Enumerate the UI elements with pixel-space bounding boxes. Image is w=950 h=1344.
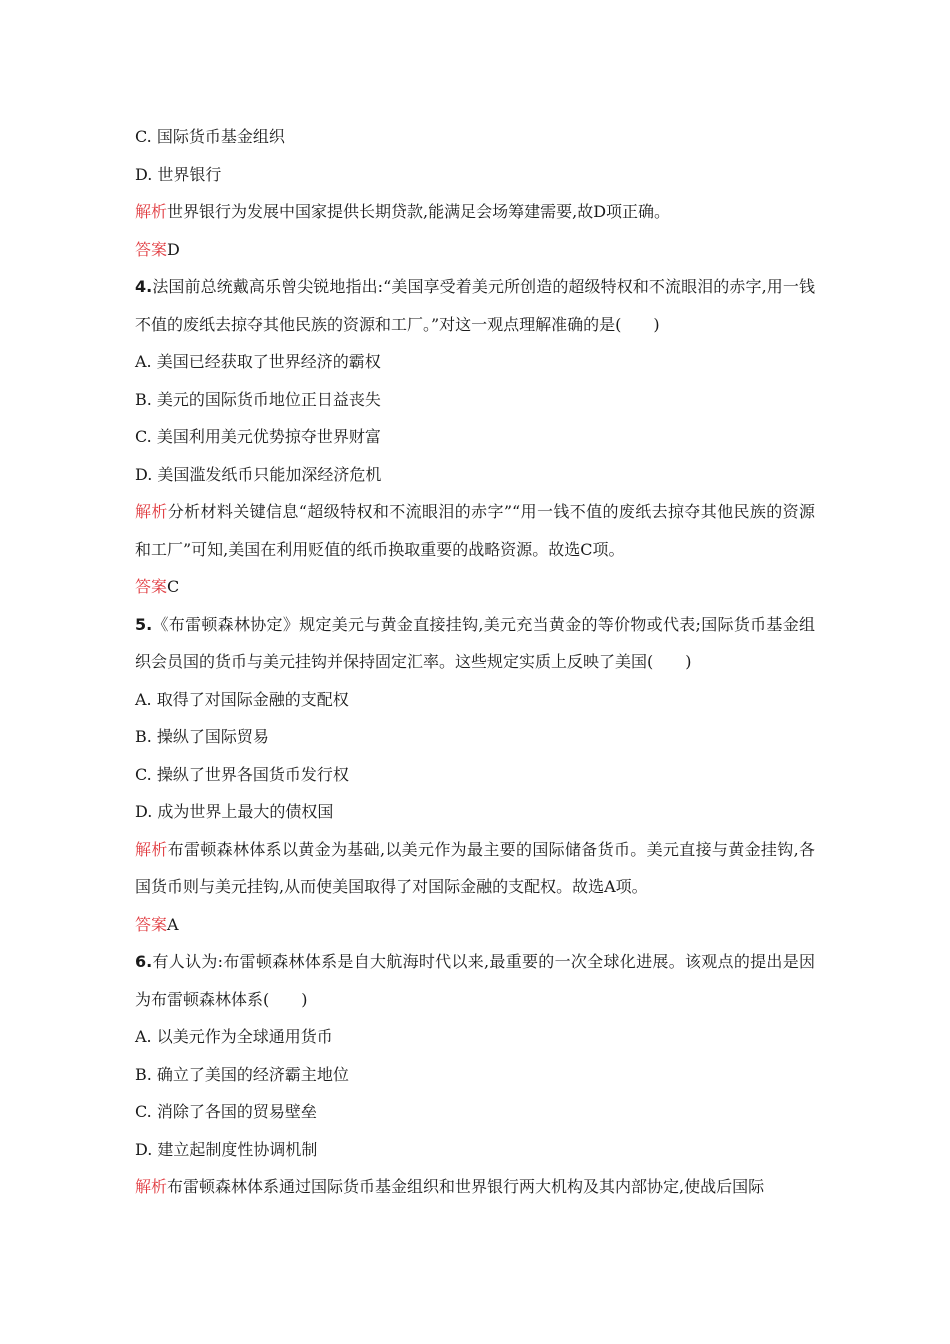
analysis-label: 解析	[135, 502, 168, 521]
answer-value: C	[167, 577, 180, 596]
q5-option-b: B. 操纵了国际贸易	[135, 727, 269, 746]
question-stem-text: 有人认为:布雷顿森林体系是自大航海时代以来,最重要的一次全球化进展。该观点的提出是因为布雷顿森林体系( )	[135, 952, 815, 1009]
q6-analysis	[135, 1168, 815, 1206]
analysis-text: 世界银行为发展中国家提供长期贷款,能满足会场筹建需要,故D项正确。	[167, 202, 671, 221]
answer-value: D	[167, 239, 180, 259]
question-number: 5.	[135, 614, 153, 634]
q5-stem	[135, 606, 815, 681]
question-number: 4.	[135, 277, 153, 296]
q5-option-c: C. 操纵了世界各国货币发行权	[135, 764, 349, 784]
q3-answer	[135, 231, 815, 269]
analysis-label: 解析	[135, 839, 168, 859]
analysis-text: 布雷顿森林体系通过国际货币基金组织和世界银行两大机构及其内部协定,使战后国际	[167, 1177, 765, 1196]
q6-option-c: C. 消除了各国的贸易壁垒	[135, 1102, 317, 1121]
q4-option-a: A. 美国已经获取了世界经济的霸权	[135, 352, 381, 371]
q4-option-d: D. 美国滥发纸币只能加深经济危机	[135, 464, 382, 484]
answer-label: 答案	[135, 239, 168, 259]
q3-analysis	[135, 193, 815, 231]
q6-stem	[135, 943, 815, 1018]
answer-label: 答案	[135, 914, 168, 934]
analysis-text: 分析材料关键信息“超级特权和不流眼泪的赤字”“用一钱不值的废纸去掠夺其他民族的资源和工厂”可知,美国在利用贬值的纸币换取重要的战略资源。故选C项。	[135, 502, 815, 559]
answer-label: 答案	[135, 577, 168, 596]
document-page	[135, 118, 815, 1206]
q3-option-d: D. 世界银行	[135, 164, 222, 184]
q4-stem	[135, 268, 815, 343]
analysis-label: 解析	[135, 1177, 168, 1196]
question-number: 6.	[135, 952, 153, 971]
analysis-text: 布雷顿森林体系以黄金为基础,以美元作为最主要的国际储备货币。美元直接与黄金挂钩,各国货币则与美元挂钩,从而使美国取得了对国际金融的支配权。故选A项。	[135, 839, 815, 896]
q4-answer	[135, 568, 815, 606]
q6-option-d: D. 建立起制度性协调机制	[135, 1139, 318, 1159]
q5-analysis	[135, 831, 815, 906]
question-stem-text: 《布雷顿森林协定》规定美元与黄金直接挂钩,美元充当黄金的等价物或代表;国际货币基金组织会员国的货币与美元挂钩并保持固定汇率。这些规定实质上反映了美国( )	[135, 614, 815, 671]
question-stem-text: 法国前总统戴高乐曾尖锐地指出:“美国享受着美元所创造的超级特权和不流眼泪的赤字,用一钱不值的废纸去掠夺其他民族的资源和工厂。”对这一观点理解准确的是( )	[135, 277, 815, 334]
q4-option-c: C. 美国利用美元优势掠夺世界财富	[135, 427, 381, 446]
q5-option-d: D. 成为世界上最大的债权国	[135, 802, 334, 821]
answer-value: A	[167, 914, 179, 934]
q5-option-a: A. 取得了对国际金融的支配权	[135, 689, 349, 709]
q6-option-a: A. 以美元作为全球通用货币	[135, 1027, 333, 1046]
analysis-label: 解析	[135, 202, 168, 221]
q6-option-b: B. 确立了美国的经济霸主地位	[135, 1064, 349, 1084]
q5-answer	[135, 906, 815, 944]
q4-analysis	[135, 493, 815, 568]
q4-option-b: B. 美元的国际货币地位正日益丧失	[135, 389, 381, 409]
q3-option-c: C. 国际货币基金组织	[135, 127, 285, 146]
